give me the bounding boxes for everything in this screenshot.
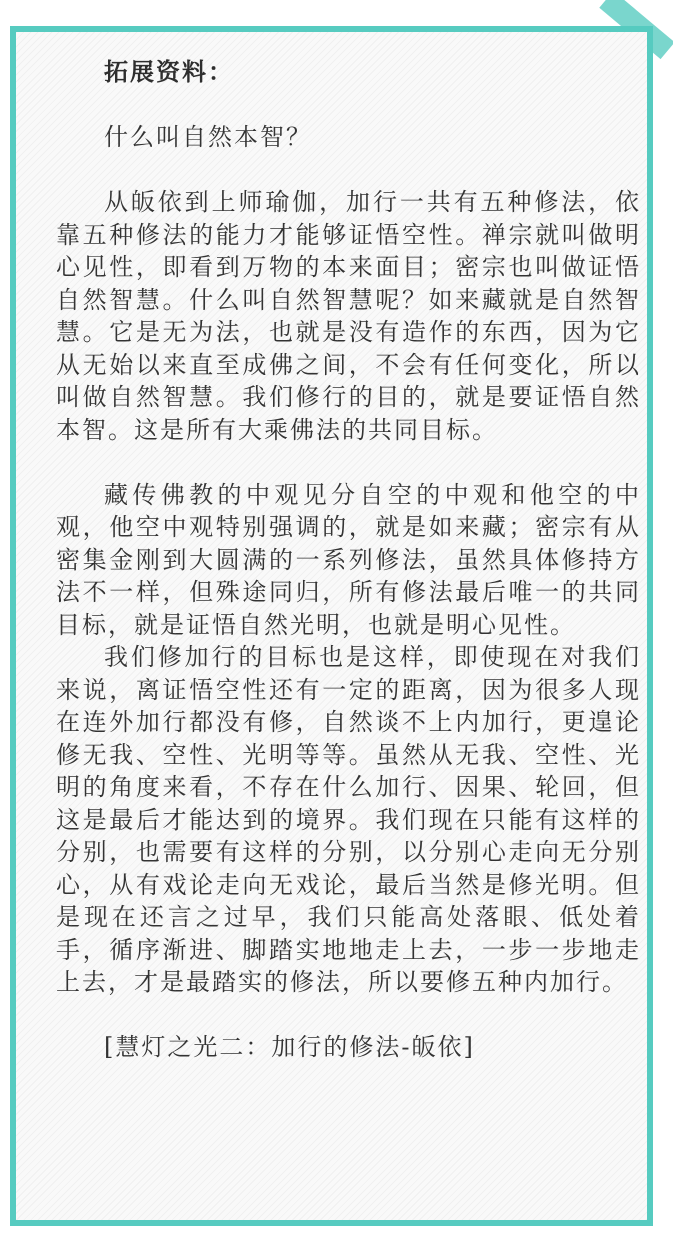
spacer [56,154,641,187]
section-heading: 拓展资料： [104,57,234,86]
source-citation: [慧灯之光二：加行的修法-皈依] [104,1033,475,1061]
paragraph-1: 从皈依到上师瑜伽，加行一共有五种修法，依靠五种修法的能力才能够证悟空性。禅宗就叫做明心见性，即看到万物的本来面目；密宗也叫做证悟自然智慧。什么叫自然智慧呢？如来藏就是自然智慧。它是无为法，也就是没有造作的东西，因为它从无始以来直至成佛之间，不会有任何变化，所以叫做自然智慧。我们修行的目的，就是要证悟自然本智。这是所有大乘佛法的共同目标。 [56,188,641,444]
paragraph-3: 我们修加行的目标也是这样，即使现在对我们来说，离证悟空性还有一定的距离，因为很多人现在连外加行都没有修，自然谈不上内加行，更遑论修无我、空性、光明等等。虽然从无我、空性、光明的角度来看，不存在什么加行、因果、轮回，但这是最后才能达到的境界。我们现在只能有这样的分别，也需要有这样的分别，以分别心走向无分别心，从有戏论走向无戏论，最后当然是修光明。但是现在还言之过早，我们只能高处落眼、低处着手，循序渐进、脚踏实地地走上去，一步一步地走上去，才是最踏实的修法，所以要修五种内加行。 [56,643,641,996]
article-body [56,56,641,1064]
paragraph-2: 藏传佛教的中观见分自空的中观和他空的中观，他空中观特别强调的，就是如来藏；密宗有从密集金刚到大圆满的一系列修法，虽然具体修持方法不一样，但殊途同归，所有修法最后唯一的共同目标，就是证悟自然光明，也就是明心见性。 [56,480,641,639]
question-line: 什么叫自然本智？ [104,123,312,151]
spacer [56,446,641,479]
note-card [10,26,653,1226]
spacer [56,999,641,1032]
